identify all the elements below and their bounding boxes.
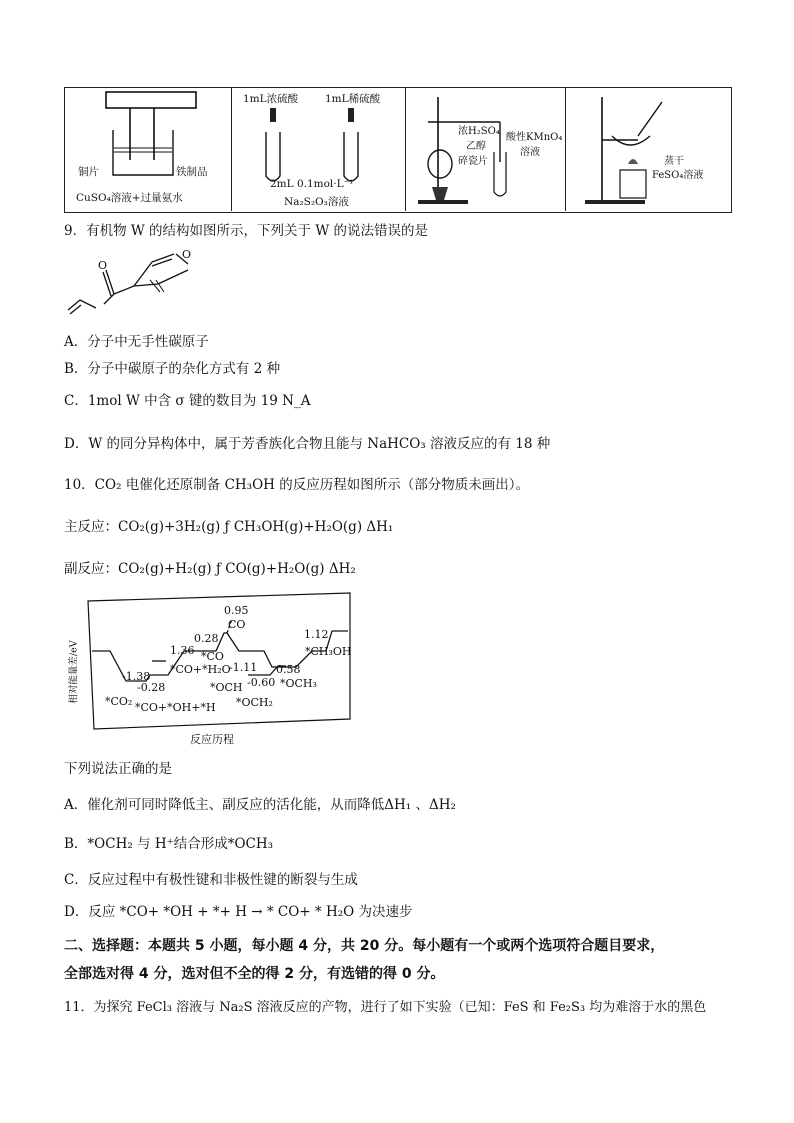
energy-value: -1.11 — [229, 661, 258, 674]
evaporation-apparatus — [580, 92, 690, 207]
species-label: *CH₃OH — [305, 645, 352, 658]
cell4-label-1: 蒸干 — [664, 156, 684, 167]
energy-xlabel: 反应历程 — [190, 733, 234, 746]
cell3-right-1: 酸性KMnO₄ — [506, 132, 563, 143]
energy-value: 1.12 — [304, 628, 329, 641]
energy-value: -0.60 — [247, 676, 276, 689]
species-label: *CO+*OH+*H — [135, 701, 216, 714]
cell2-top-left: 1mL浓硫酸 — [243, 93, 299, 105]
cell3-label-1: 浓H₂SO₄ — [458, 126, 500, 137]
energy-value: 0.95 — [224, 604, 249, 617]
q9-option-b: B．分子中碳原子的杂化方式有 2 种 — [64, 361, 281, 377]
section2-heading-line1: 二、选择题：本题共 5 小题，每小题 4 分，共 20 分。每小题有一个或两个选项符合题目要求， — [64, 938, 665, 954]
cell2-top-right: 1mL稀硫酸 — [325, 93, 381, 105]
cell1-right-label: 铁制品 — [176, 166, 208, 178]
electroplating-apparatus — [68, 90, 228, 200]
energy-value: -1.38 — [122, 670, 151, 683]
species-label: *CO — [201, 650, 224, 663]
q11-stem: 11．为探究 FeCl₃ 溶液与 Na₂S 溶液反应的产物，进行了如下实验（已知：FeS 和 Fe₂S₃ 均为难溶于水的黑色 — [64, 1000, 707, 1015]
energy-ylabel: 相对能量差/eV — [68, 640, 80, 704]
table-divider — [231, 87, 232, 211]
cell1-left-label: 铜片 — [78, 166, 99, 178]
q9-option-c: C．1mol W 中含 σ 键的数目为 19 N_A — [64, 393, 311, 409]
energy-value: 1.36 — [170, 644, 195, 657]
cell1-bottom-label: CuSO₄溶液+过量氨水 — [76, 192, 183, 204]
table-divider — [405, 87, 406, 211]
q9-option-a: A．分子中无手性碳原子 — [64, 334, 209, 350]
energy-value: 0.28 — [194, 632, 219, 645]
energy-value: 0.58 — [276, 663, 301, 676]
q10-main-reaction: 主反应：CO₂(g)+3H₂(g) ƒ CH₃OH(g)+H₂O(g) ΔH₁ — [64, 519, 394, 535]
molecule-oxygen-label: O — [98, 259, 108, 272]
test-tubes-apparatus — [250, 106, 400, 186]
q10-option-c: C．反应过程中有极性键和非极性键的断裂与生成 — [64, 872, 358, 888]
species-label: *CO+*H₂O — [170, 663, 231, 676]
species-label: *OCH₃ — [280, 677, 317, 690]
q10-option-a: A．催化剂可同时降低主、副反应的活化能，从而降低ΔH₁ 、ΔH₂ — [64, 797, 456, 813]
q9-option-d: D．W 的同分异构体中，属于芳香族化合物且能与 NaHCO₃ 溶液反应的有 18 种 — [64, 436, 551, 452]
cell3-label-2: 乙醇 — [466, 141, 486, 152]
cell2-bottom-1: 2mL 0.1mol·L⁻¹ — [270, 178, 354, 190]
cell3-label-3: 碎瓷片 — [458, 156, 488, 167]
cell4-label-2: FeSO₄溶液 — [652, 170, 704, 181]
cell2-bottom-2: Na₂S₂O₃溶液 — [284, 196, 349, 208]
species-label: *CO₂ — [105, 695, 133, 708]
species-label: *OCH₂ — [236, 696, 273, 709]
q10-side-reaction: 副反应：CO₂(g)+H₂(g) ƒ CO(g)+H₂O(g) ΔH₂ — [64, 561, 356, 577]
q10-stem: 10．CO₂ 电催化还原制备 CH₃OH 的反应历程如图所示（部分物质未画出）。 — [64, 477, 529, 493]
cell3-right-2: 溶液 — [520, 147, 540, 158]
q10-option-d: D．反应 *CO+ *OH + *+ H → * CO+ * H₂O 为决速步 — [64, 904, 413, 920]
q10-option-b: B．*OCH₂ 与 H⁺结合形成*OCH₃ — [64, 836, 274, 852]
species-label: CO — [228, 618, 246, 631]
q10-ask: 下列说法正确的是 — [64, 761, 172, 777]
q9-stem: 9．有机物 W 的结构如图所示，下列关于 W 的说法错误的是 — [64, 223, 429, 239]
table-divider — [565, 87, 566, 211]
section2-heading-line2: 全部选对得 4 分，选对但不全的得 2 分，有选错的得 0 分。 — [64, 966, 445, 982]
energy-value: -0.28 — [137, 681, 166, 694]
molecule-oxygen-label: O — [182, 248, 192, 261]
species-label: *OCH — [210, 681, 243, 694]
